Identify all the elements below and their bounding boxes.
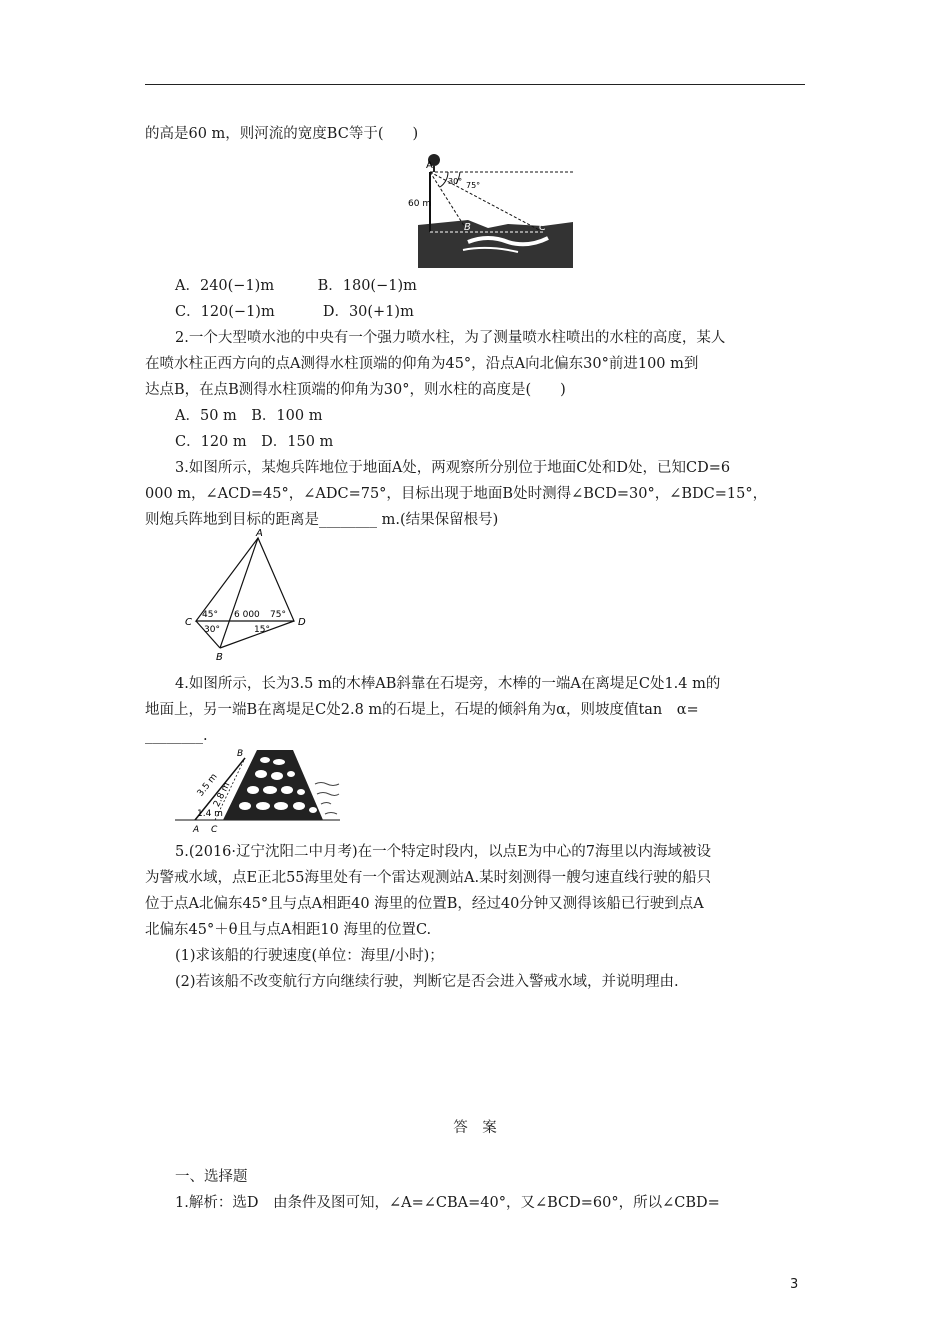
page-number: 3 <box>790 1277 799 1292</box>
q2-line-2: 在喷水柱正西方向的点A测得水柱顶端的仰角为45°，沿点A向北偏东30°前进100 m到 <box>145 356 699 372</box>
q1-label-c: C <box>539 222 546 233</box>
q1-label-ang1: 30° <box>448 177 463 186</box>
q3-label-adc: 75° <box>270 610 286 620</box>
q5-sub-2: (2)若该船不改变航行方向继续行驶，判断它是否会进入警戒水域，并说明理由. <box>175 974 679 990</box>
q4-label-a: A <box>193 825 200 835</box>
answer-section: 一、选择题 <box>175 1169 248 1185</box>
q3-label-a: A <box>256 528 263 539</box>
q5-line-2: 为警戒水域，点E正北55海里处有一个雷达观测站A.某时刻测得一艘匀速直线行驶的船只 <box>145 870 712 886</box>
answer-heading: 答 案 <box>453 1120 497 1136</box>
q4-label-b: B <box>237 749 244 759</box>
q2-options-1: A．50 m B．100 m <box>175 408 323 424</box>
q3-line-3: 则炮兵阵地到目标的距离是________ m.(结果保留根号) <box>145 512 499 528</box>
q4-figure <box>175 744 340 836</box>
q2-options-2: C．120 m D．150 m <box>175 434 334 450</box>
q5-line-1: 5.(2016·辽宁沈阳二中月考)在一个特定时段内，以点E为中心的7海里以内海域被设 <box>175 844 711 860</box>
q4-label-c: C <box>211 825 218 835</box>
q4-label-ab: 3.5 m <box>195 771 220 799</box>
answer-first: 1.解析：选D 由条件及图可知，∠A=∠CBA=40°，又∠BCD=60°，所以∠CBD= <box>175 1195 720 1211</box>
q3-label-bdc: 15° <box>254 625 270 635</box>
q3-label-acd: 45° <box>202 610 218 620</box>
q1-text: 的高是60 m，则河流的宽度BC等于( ) <box>145 126 419 142</box>
q3-line-2: 000 m，∠ACD=45°，∠ADC=75°，目标出现于地面B处时测得∠BCD=30°，∠BDC=15°， <box>145 486 768 502</box>
q1-label-ang2: 75° <box>466 181 481 190</box>
q2-line-3: 达点B，在点B测得水柱顶端的仰角为30°，则水柱的高度是( ) <box>145 382 566 398</box>
q4-label-ac: 1.4 m <box>197 809 223 819</box>
q1-label-b: B <box>464 222 471 233</box>
q5-sub-1: (1)求该船的行驶速度(单位：海里/小时)； <box>175 948 444 964</box>
q1-options-1: A．240(−1)m B．180(−1)m <box>175 278 417 294</box>
q3-label-cd: 6 000 <box>234 610 260 620</box>
q4-line-1: 4.如图所示，长为3.5 m的木棒AB斜靠在石堤旁，木棒的一端A在离堤足C处1.4 m的 <box>175 676 721 692</box>
q3-label-b: B <box>216 652 223 663</box>
q3-label-d: D <box>298 617 306 628</box>
q5-line-3: 位于点A北偏东45°且与点A相距40 海里的位置B，经过40分钟又测得该船已行驶到点A <box>145 896 704 912</box>
q1-label-height: 60 m <box>408 199 432 209</box>
q4-line-3: ________. <box>145 728 208 744</box>
q4-label-cb: 2.8 m <box>212 780 233 809</box>
q3-figure <box>182 528 312 663</box>
q1-options-2: C．120(−1)m D．30(+1)m <box>175 304 414 320</box>
q4-line-2: 地面上，另一端B在离堤足C处2.8 m的石堤上，石堤的倾斜角为α，则坡度值tan α= <box>145 702 699 718</box>
q3-label-c: C <box>185 617 192 628</box>
q2-line-1: 2.一个大型喷水池的中央有一个强力喷水柱，为了测量喷水柱喷出的水柱的高度，某人 <box>175 330 726 346</box>
q3-label-bcd: 30° <box>204 625 220 635</box>
q1-figure <box>408 150 578 270</box>
q3-line-1: 3.如图所示，某炮兵阵地位于地面A处，两观察所分别位于地面C处和D处，已知CD=6 <box>175 460 731 476</box>
header-rule <box>145 84 805 85</box>
q5-line-4: 北偏东45°＋θ且与点A相距10 海里的位置C. <box>145 922 432 938</box>
q1-label-a: A <box>426 160 433 171</box>
